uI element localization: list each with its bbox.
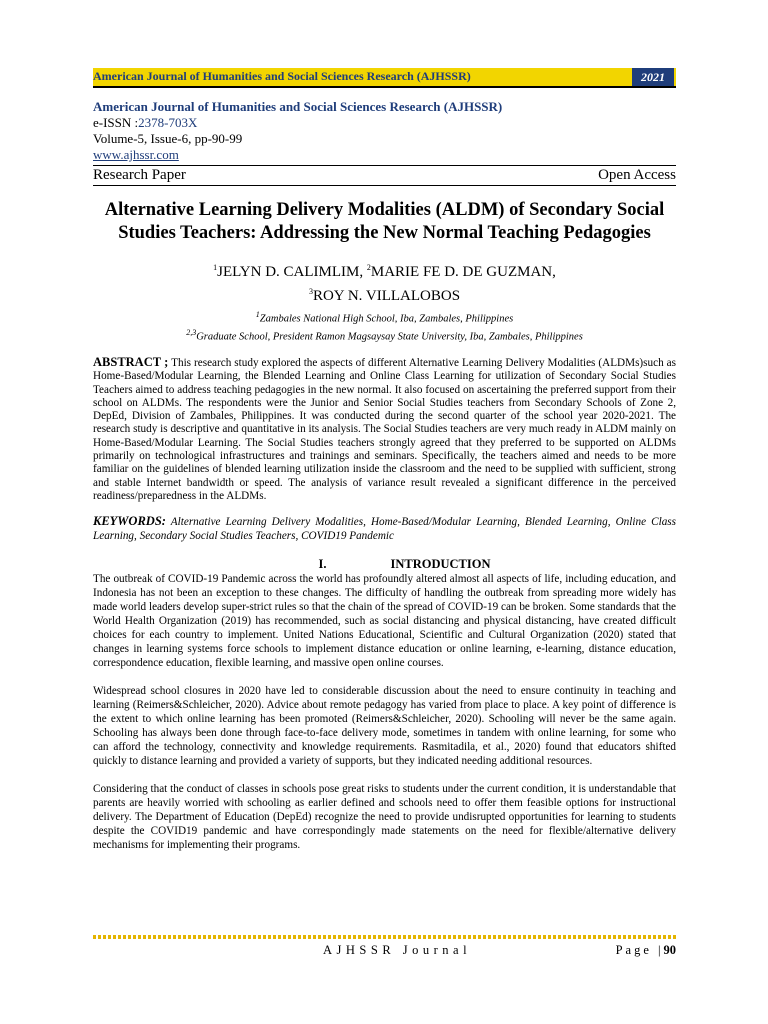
- affiliation-2-text: Graduate School, President Ramon Magsaysay State University, Iba, Zambales, Philippines: [196, 331, 583, 342]
- affiliations: [93, 308, 676, 343]
- journal-name: American Journal of Humanities and Social Sciences Research (AJHSSR): [93, 99, 503, 114]
- body-paragraph: Widespread school closures in 2020 have led to considerable discussion about the need to ensure continuity in teaching and learning (Reimers&Schleicher, 2020). Advice about remote pedagogy has varied from place to place. A key point of difference is the extent to which online learning has been promoted (Reimers&Schleicher, 2020). Schooling will never be the same again. Schooling has always been done through face-to-face delivery mode, sometimes in tandem with online learning, for some who can afford the technology, connectivity and knowledge requirements. Rasmitadila, et al., 2020) found that educators shifted quickly to distance learning and provided a variety of supports, but they indicated needing additional resources.: [93, 684, 676, 767]
- abstract-label: ABSTRACT ;: [93, 355, 169, 369]
- author-2: MARIE FE D. DE GUZMAN,: [370, 264, 556, 280]
- author-3: ROY N. VILLALOBOS: [312, 288, 461, 304]
- issn-value: 2378-703X: [138, 115, 198, 130]
- banner-year: 2021: [632, 68, 674, 86]
- article-page: [93, 68, 676, 852]
- paper-type-label: Research Paper: [93, 167, 186, 183]
- affiliation-2: [93, 326, 676, 344]
- website-link[interactable]: www.ajhssr.com: [93, 147, 179, 162]
- affiliation-1-text: Zambales National High School, Iba, Zambales, Philippines: [259, 313, 514, 325]
- affiliation-2-sup: 2,3: [186, 327, 197, 337]
- footer-journal: AJHSSR Journal: [323, 943, 472, 957]
- abstract: [93, 356, 676, 503]
- banner-journal-title: American Journal of Humanities and Social Sciences Research (AJHSSR): [93, 69, 471, 83]
- section-heading: [93, 557, 676, 572]
- journal-banner: [93, 68, 676, 88]
- paper-type-row: [93, 165, 676, 186]
- footer-divider: [93, 935, 676, 939]
- body-paragraph: The outbreak of COVID-19 Pandemic across the world has profoundly altered almost all aspects of life, including education, and Indonesia has not been an exception to these changes. The difficulty of handling the outbreak from spreading more widely has made world leaders develop super-strict rules so that the chain of the spread of COVID-19 can be broken. Some standards that the World Health Organization (2019) has recommended, such as social distancing and physical distancing, have created difficult choices for each country to implement. United Nations Educational, Scientific and Cultural Organization (2020) stated that changes in learning systems force schools to implement distance education or online learning, e-learning, distance education, correspondence education, flexible learning, and massive open online courses.: [93, 572, 676, 669]
- affiliation-1: [93, 308, 676, 326]
- page-footer: [93, 942, 676, 958]
- keywords-label: KEYWORDS:: [93, 514, 166, 529]
- paper-title: Alternative Learning Delivery Modalities (ALDM) of Secondary Social Studies Teachers: Addressing the New Normal Teaching Pedagogies: [104, 200, 665, 243]
- affiliation-1-sup: 1: [255, 310, 260, 319]
- page-label: Page |: [615, 943, 664, 957]
- keywords-text: Alternative Learning Delivery Modalities, Home-Based/Modular Learning, Blended Learning, Online Class Learning, Secondary Social Studies Teachers, COVID19 Pandemic: [93, 516, 676, 542]
- author-list: [93, 258, 676, 306]
- issn-label: e-ISSN :: [93, 115, 139, 130]
- author-2-sup: 2: [366, 263, 371, 272]
- body-paragraph: Considering that the conduct of classes in schools pose great risks to students under the current condition, it is understandable that parents are heavily worried with schooling as earlier defined and schools need to offer them feasible options for instructional delivery. The Department of Education (DepEd) recognize the need to provide undisrupted opportunities for learning to students despite the COVID19 pandemic and have correspondingly made statements on the need for flexible/alternative delivery mechanisms for implementing their programs.: [93, 782, 676, 851]
- issn-line: [93, 115, 676, 131]
- author-3-sup: 3: [308, 287, 313, 296]
- author-1-sup: 1: [213, 263, 218, 272]
- volume-line: Volume-5, Issue-6, pp-90-99: [93, 131, 243, 146]
- website-line: [93, 147, 676, 163]
- author-line-1: [93, 258, 676, 282]
- keywords: [93, 515, 676, 543]
- author-1: JELYN D. CALIMLIM,: [217, 264, 367, 280]
- section-number: I.: [318, 556, 327, 571]
- footer-page: [616, 942, 676, 958]
- abstract-text: This research study explored the aspects of different Alternative Learning Delivery Modalities (ALDMs)such as Home-Based/Modular Learning, the Blended Learning and Online Class Learning for utilization of Secondary Social Studies Teachers aimed to address teaching pedagogies in the new normal. It also focused on ascertaining the preferred support from their school on ALDMs. The respondents were the Junior and Senior Social Studies teachers from Secondary Schools of Zone 2, DepEd, Division of Zambales, Philippines. It was conducted during the second quarter of the school year 2020-2021. The research study is descriptive and quantitative in its analysis. The Social Studies teachers are very much ready in ALDM mainly on Home-Based/Modular Learning. The Social Studies teachers strongly agreed that they preferred to be supported on ALDMs primarily on technological infrastructures and trainings and seminars. Specifically, the teachers aimed and needs to be more familiar on the guidelines of blended learning utilization inside the classroom and the need to be supplied with sufficient, strong and stable Internet bandwidth or speed. The analysis of variance result revealed a significant difference in the perceived readiness/preparedness in the ALDMs.: [93, 357, 676, 502]
- page-number: 90: [663, 943, 676, 957]
- access-label: Open Access: [598, 167, 676, 183]
- author-line-2: [93, 282, 676, 306]
- journal-info: [93, 99, 676, 163]
- section-title: INTRODUCTION: [390, 556, 491, 571]
